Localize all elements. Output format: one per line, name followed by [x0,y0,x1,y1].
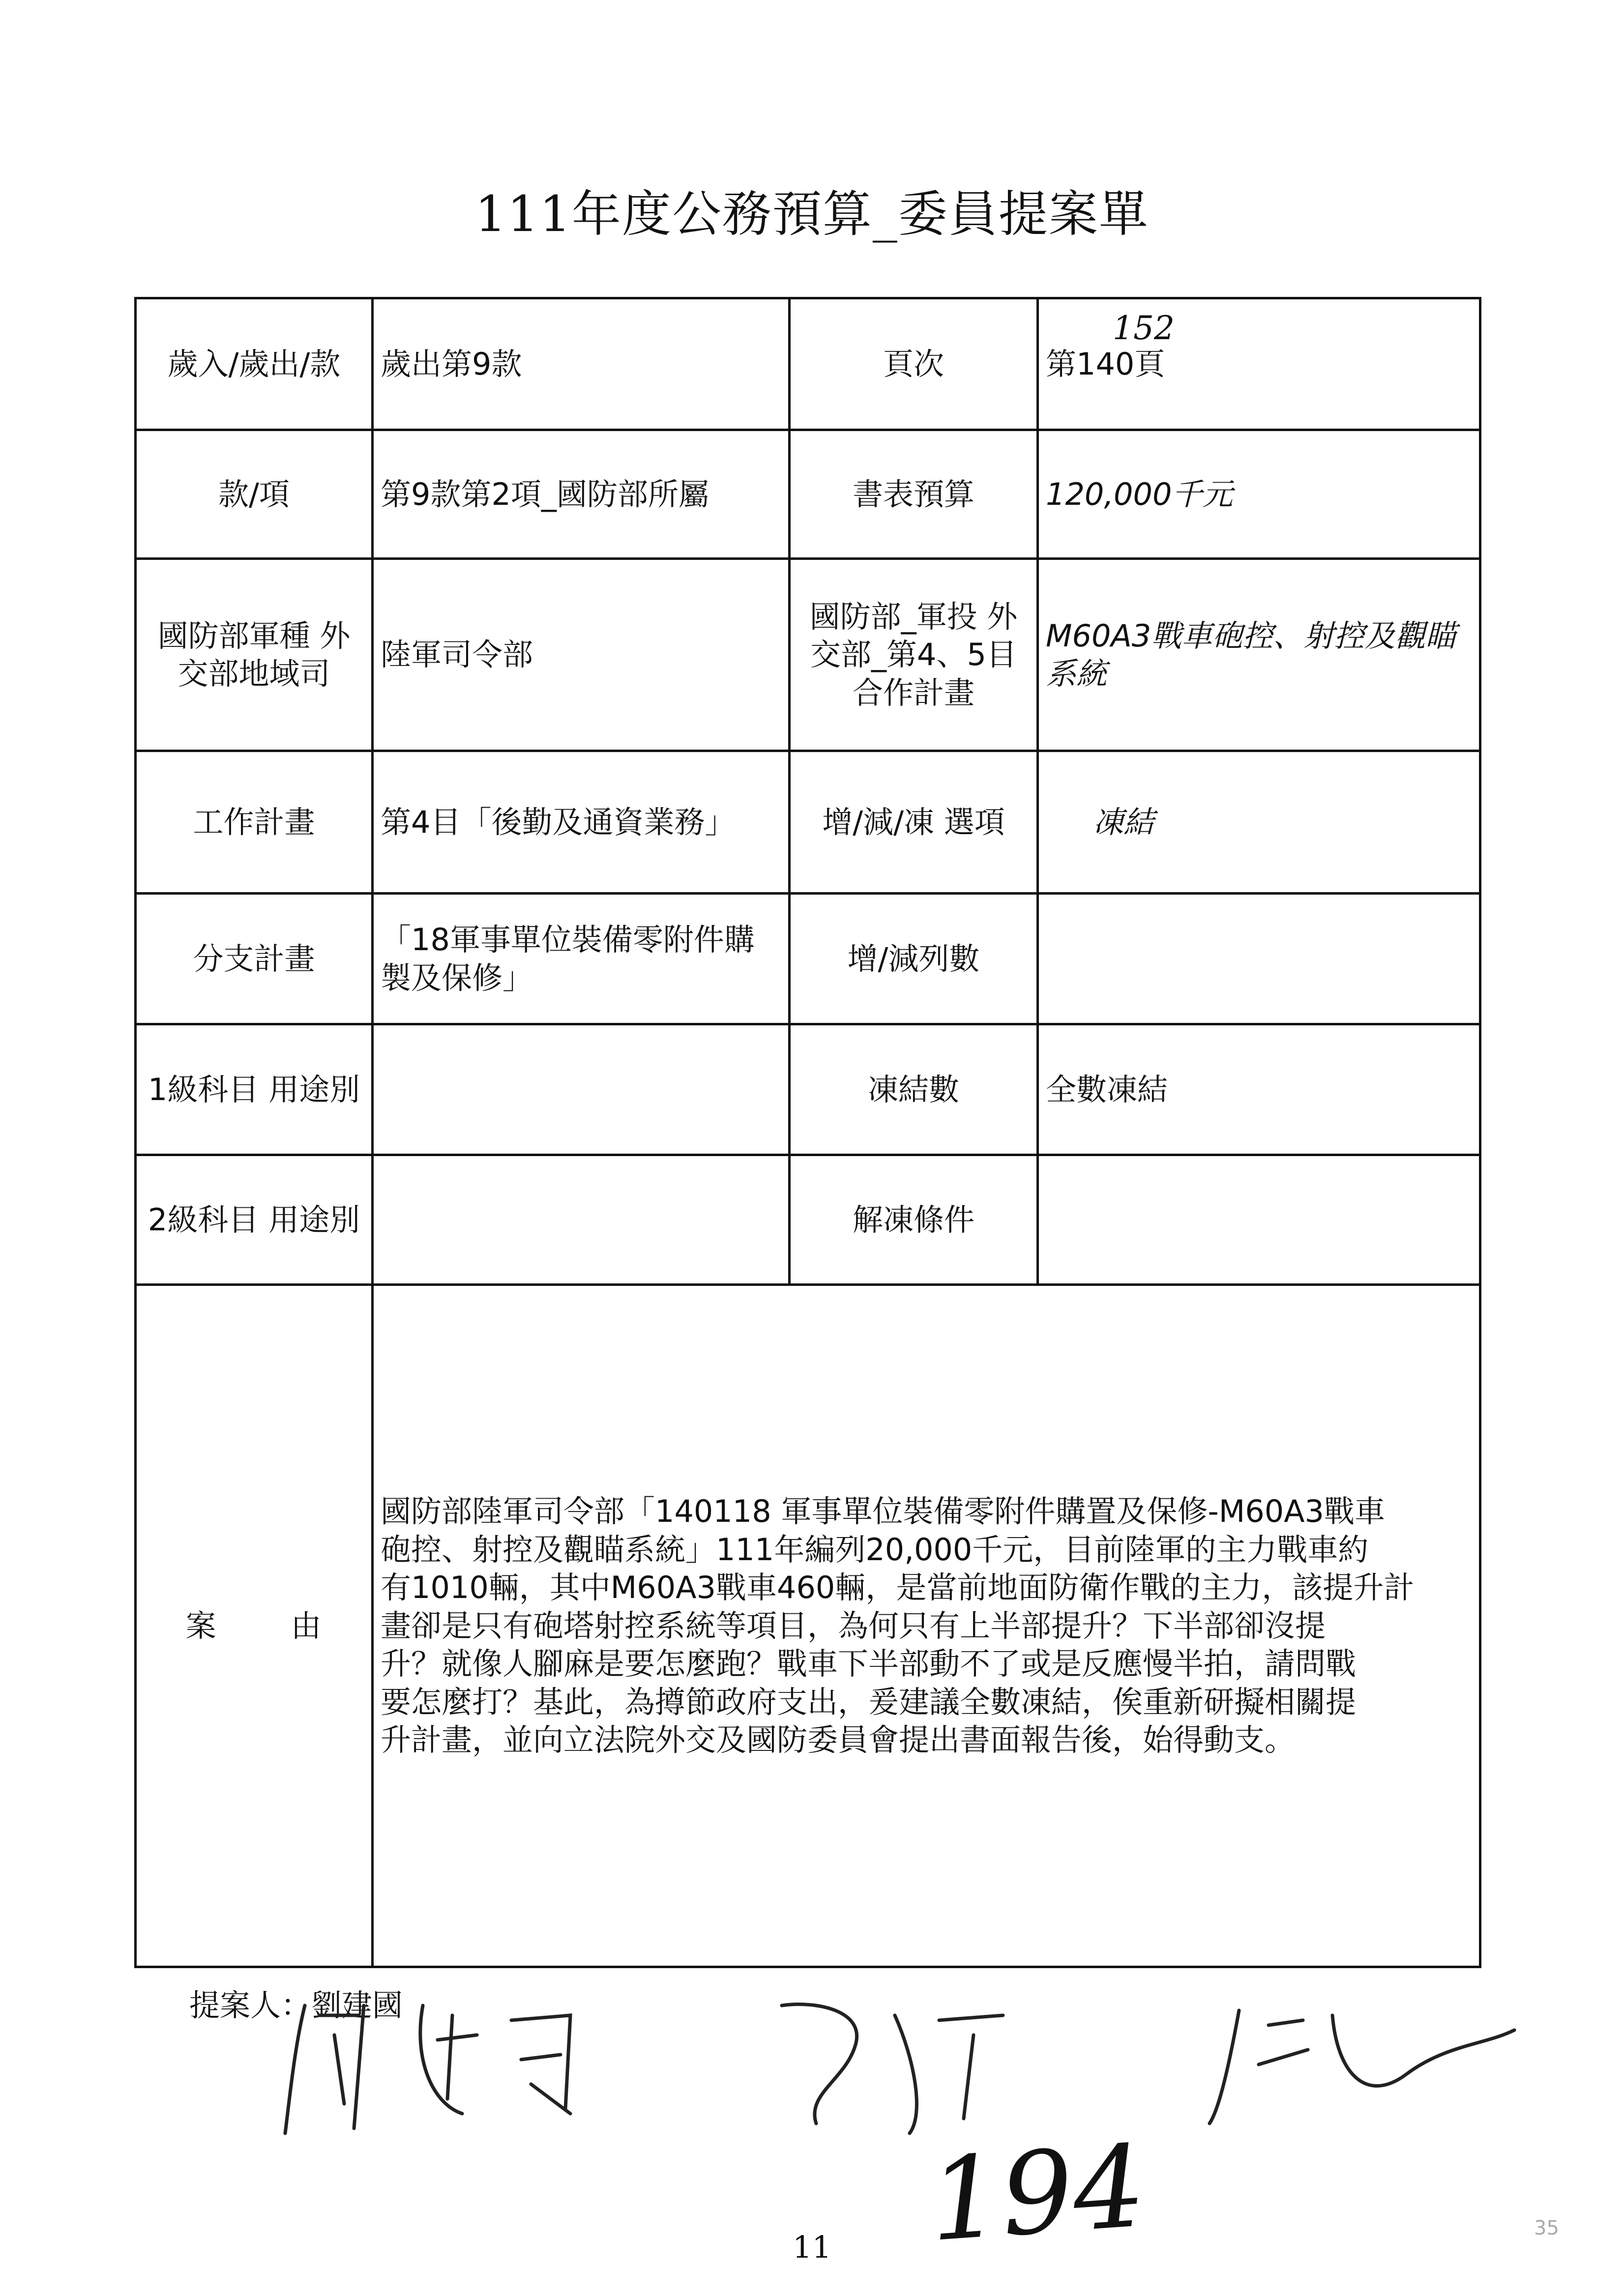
page-handwritten-correction: 152 [1113,309,1175,347]
value-branch-plan: 「18軍事單位裝備零附件購製及保修」 [373,894,790,1024]
reason-line: 有1010輛，其中M60A3戰車460輛，是當前地面防衛作戰的主力，該提升計 [381,1569,1415,1606]
page-number: 11 [793,2229,831,2265]
label-unit: 國防部軍種 外交部地域司 [136,559,373,751]
row-branch-plan [136,894,1480,1024]
row-level1-subject [136,1024,1480,1155]
row-section [136,430,1480,559]
label-work-plan: 工作計畫 [136,751,373,894]
value-unfreeze-condition [1038,1155,1480,1285]
value-freeze-amount: 全數凍結 [1038,1024,1480,1155]
reason-line: 升計畫，並向立法院外交及國防委員會提出書面報告後，始得動支。 [381,1722,1296,1758]
label-reason: 案 由 [136,1285,373,1967]
handwritten-signatures [275,1986,1578,2143]
label-unfreeze-condition: 解凍條件 [790,1155,1038,1285]
label-budget-type: 歲入/歲出/款 [136,298,373,430]
label-joint-plan: 國防部_軍投 外交部_第4、5目合作計畫 [790,559,1038,751]
value-level2-subject [373,1155,790,1285]
value-budget-type: 歲出第9款 [373,298,790,430]
proposal-form-table [134,297,1481,1968]
reason-text [373,1285,1480,1967]
value-change-amount [1038,894,1480,1024]
row-work-plan [136,751,1480,894]
row-reason [136,1285,1480,1967]
label-change-amount: 增/減列數 [790,894,1038,1024]
reason-line: 畫卻是只有砲塔射控系統等項目，為何只有上半部提升？下半部卻沒提 [381,1607,1326,1644]
handwritten-stamp-number: 194 [925,2121,1150,2267]
value-section: 第9款第2項_國防部所屬 [373,430,790,559]
value-action-option: 凍結 [1038,751,1480,894]
reason-line: 砲控、射控及觀瞄系統」111年編列20,000千元，目前陸軍的主力戰車約 [381,1531,1369,1568]
row-level2-subject [136,1155,1480,1285]
reason-line: 要怎麼打？基此，為撙節政府支出，爰建議全數凍結，俟重新研擬相關提 [381,1684,1357,1720]
value-joint-plan: M60A3戰車砲控、射控及觀瞄系統 [1038,559,1480,751]
label-section: 款/項 [136,430,373,559]
label-level1-subject: 1級科目 用途別 [136,1024,373,1155]
row-unit [136,559,1480,751]
value-page [1038,298,1480,430]
label-action-option: 增/減/凍 選項 [790,751,1038,894]
page-printed: 第140頁 [1046,346,1165,382]
signature-strokes [285,2005,1514,2133]
label-level2-subject: 2級科目 用途別 [136,1155,373,1285]
label-page: 頁次 [790,298,1038,430]
corner-note: 35 [1534,2217,1559,2239]
label-branch-plan: 分支計畫 [136,894,373,1024]
reason-line: 國防部陸軍司令部「140118 軍事單位裝備零附件購置及保修-M60A3戰車 [381,1493,1386,1530]
form-title: 111年度公務預算_委員提案單 [475,185,1149,243]
proposer-name: 劉建國 [311,1987,403,2023]
value-level1-subject [373,1024,790,1155]
value-unit: 陸軍司令部 [373,559,790,751]
proposer-label: 提案人： [189,1987,312,2023]
label-budget-amount: 書表預算 [790,430,1038,559]
label-freeze-amount: 凍結數 [790,1024,1038,1155]
reason-line: 升？就像人腳麻是要怎麼跑？戰車下半部動不了或是反應慢半拍，請問戰 [381,1646,1357,1682]
row-budget-type [136,298,1480,430]
value-work-plan: 第4目「後勤及通資業務」 [373,751,790,894]
value-budget-amount: 120,000千元 [1038,430,1480,559]
